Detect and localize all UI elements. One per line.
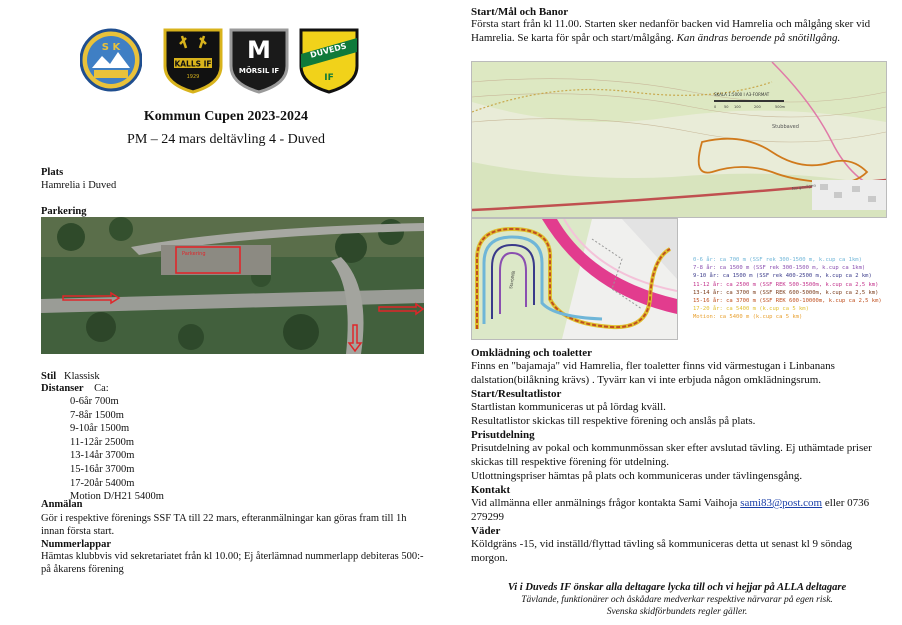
start-body: Första start från kl 11.00. Starten sker nedanför backen vid Hamrelia och målgång sker vid Hamrelia. Se karta för spår och start/målgång.: [471, 18, 871, 44]
list-item: 9-10år 1500m: [70, 423, 130, 435]
distance-list: [70, 395, 164, 504]
skidklubb-logo: [80, 26, 142, 94]
parkering-heading: Parkering: [41, 206, 87, 217]
list-item: 17-20år 5400m: [70, 477, 135, 489]
list-item: 13-14år 3700m: [70, 450, 135, 462]
omkladning-text: Finns en "bajamaja" vid Hamrelia, fler toaletter finns vid värmestugan i Linbanans dalstation(bilåkning krävs) . Tyvärr kan vi inte erbjuda någon omklädningsrum.: [471, 360, 835, 386]
footer-rules: Svenska skidförbundets regler gäller.: [606, 607, 748, 617]
kontakt-text: [471, 497, 891, 524]
list-item: 11-12år 2500m: [70, 436, 135, 448]
course-detail-map: [471, 218, 678, 340]
list-item: 7-8år 1500m: [70, 409, 124, 421]
svg-text:100: 100: [734, 105, 741, 109]
start-italic-note: Kan ändras beroende på snötillgång.: [676, 31, 841, 44]
start-heading: Start/Mål och Banor: [471, 6, 569, 18]
legend-entry: 15-16 år: ca 3700 m (SSF REK 600-10000m, k.cup ca 2,5 km): [693, 298, 882, 305]
svg-text:Stubbaved: Stubbaved: [772, 124, 799, 130]
kontakt-heading: Kontakt: [471, 484, 511, 496]
page-title: Kommun Cupen 2023-2024: [143, 109, 309, 124]
stil-value: Klassisk: [64, 371, 100, 382]
pris-line1: Prisutdelning av pokal och kommunmössan sker efter avslutad tävling. Ej uthämtade priser skickas till respektive förening för utdelning.: [471, 442, 872, 468]
legend-entry: 9-10 år: ca 1500 m (SSF rek 400-2500 m, k.cup ca 2 km): [693, 273, 872, 280]
legend-entry: 7-8 år: ca 1500 m (SSF rek 300-1500 m, k.cup ca 1km): [693, 265, 866, 272]
anmalan-text: Gör i respektive förenings SSF TA till 22 mars, efteranmälningar kan göras fram till 1h innan första start.: [41, 513, 407, 537]
legend-entry: 13-14 år: ca 3700 m (SSF REK 600-5000m, k.cup ca 2,5 km): [693, 289, 879, 296]
svg-text:0: 0: [714, 105, 717, 109]
stil-label: Stil: [41, 371, 57, 382]
anmalan-heading: Anmälan: [41, 499, 83, 510]
vader-heading: Väder: [471, 525, 501, 537]
footer-greeting: Vi i Duveds IF önskar alla deltagare lycka till och vi hejjar på ALLA deltagare: [507, 582, 847, 593]
kalls-if-logo: [162, 26, 224, 94]
course-overview-map: [471, 61, 887, 218]
list-item: Motion D/H21 5400m: [70, 491, 164, 503]
duveds-if-logo: [298, 26, 360, 94]
omkladning-heading: Omklädning och toaletter: [471, 347, 592, 359]
svg-text:50: 50: [724, 105, 729, 109]
plats-heading: Plats: [41, 167, 64, 178]
svg-text:KALLS IF: KALLS IF: [174, 59, 212, 69]
kontakt-after: eller 0736 279299: [471, 497, 870, 523]
svg-text:M: M: [247, 36, 271, 64]
pris-line2: Utlottningspriser hämtas på plats och kommuniceras under tävlingensgång.: [471, 470, 803, 482]
vader-text: Köldgräns -15, vid inställd/flyttad tävling så kommuniceras detta ut senast kl 9 söndag morgon.: [471, 538, 852, 564]
start-text: [471, 18, 881, 45]
svg-text:IF: IF: [324, 73, 334, 83]
kontakt-before: Vid allmänna eller anmälnings frågor kontakta Sami Vaihoja: [471, 497, 738, 509]
legend-entry: Motion: ca 5400 m (k.cup ca 5 km): [693, 314, 803, 321]
distanser-ca: Ca:: [94, 383, 109, 394]
morsil-if-logo: [228, 26, 290, 94]
svg-text:Start/Mål: Start/Mål: [508, 270, 517, 290]
svg-text:200: 200: [754, 105, 761, 109]
startlista-line1: Startlistan kommuniceras ut på lördag kväll.: [471, 401, 666, 413]
startlista-line2: Resultatlistor skickas till respektive förening och anslås på plats.: [471, 415, 756, 427]
parking-aerial-map: [41, 217, 424, 354]
page-subtitle: PM – 24 mars deltävling 4 - Duved: [127, 132, 325, 147]
distanser-label: Distanser: [41, 383, 84, 394]
svg-text:SKALA 1:5000 I A3-FORMAT: SKALA 1:5000 I A3-FORMAT: [714, 92, 770, 97]
svg-text:500m: 500m: [775, 105, 786, 109]
email-link[interactable]: sami83@post.com: [740, 497, 823, 509]
nummerlappar-heading: Nummerlappar: [41, 539, 111, 550]
legend-entry: 0-6 år: ca 700 m (SSF rek 300-1500 m, k.cup ca 1km): [693, 257, 862, 263]
svg-text:1929: 1929: [186, 74, 200, 80]
legend-entry: 17-20 år: ca 5400 m (k.cup ca 5 km): [693, 306, 809, 313]
footer-disclaimer: Tävlande, funktionärer och åskådare medverkar respektive närvarar på egen risk.: [521, 595, 833, 605]
course-legend: [693, 256, 882, 322]
distanser-row: [41, 382, 109, 395]
pris-heading: Prisutdelning: [471, 429, 535, 441]
list-item: 15-16år 3700m: [70, 463, 135, 475]
startlista-heading: Start/Resultatlistor: [471, 388, 562, 400]
svg-text:Norgevägen: Norgevägen: [791, 182, 817, 191]
svg-text:S K: S K: [101, 42, 121, 53]
svg-text:MÖRSIL IF: MÖRSIL IF: [238, 67, 280, 75]
svg-text:DUVEDS: DUVEDS: [309, 41, 348, 60]
nummerlappar-text: Hämtas klubbvis vid sekretariatet från kl 10.00; Ej återlämnad nummerlapp debiteras 500:- på åkarens förening: [41, 551, 424, 575]
list-item: 0-6år 700m: [70, 396, 119, 407]
legend-entry: 11-12 år: ca 2500 m (SSF REK 500-3500m, k.cup ca 2,5 km): [693, 281, 879, 288]
svg-text:Parkering: Parkering: [182, 251, 206, 257]
plats-text: Hamrelia i Duved: [41, 180, 117, 191]
